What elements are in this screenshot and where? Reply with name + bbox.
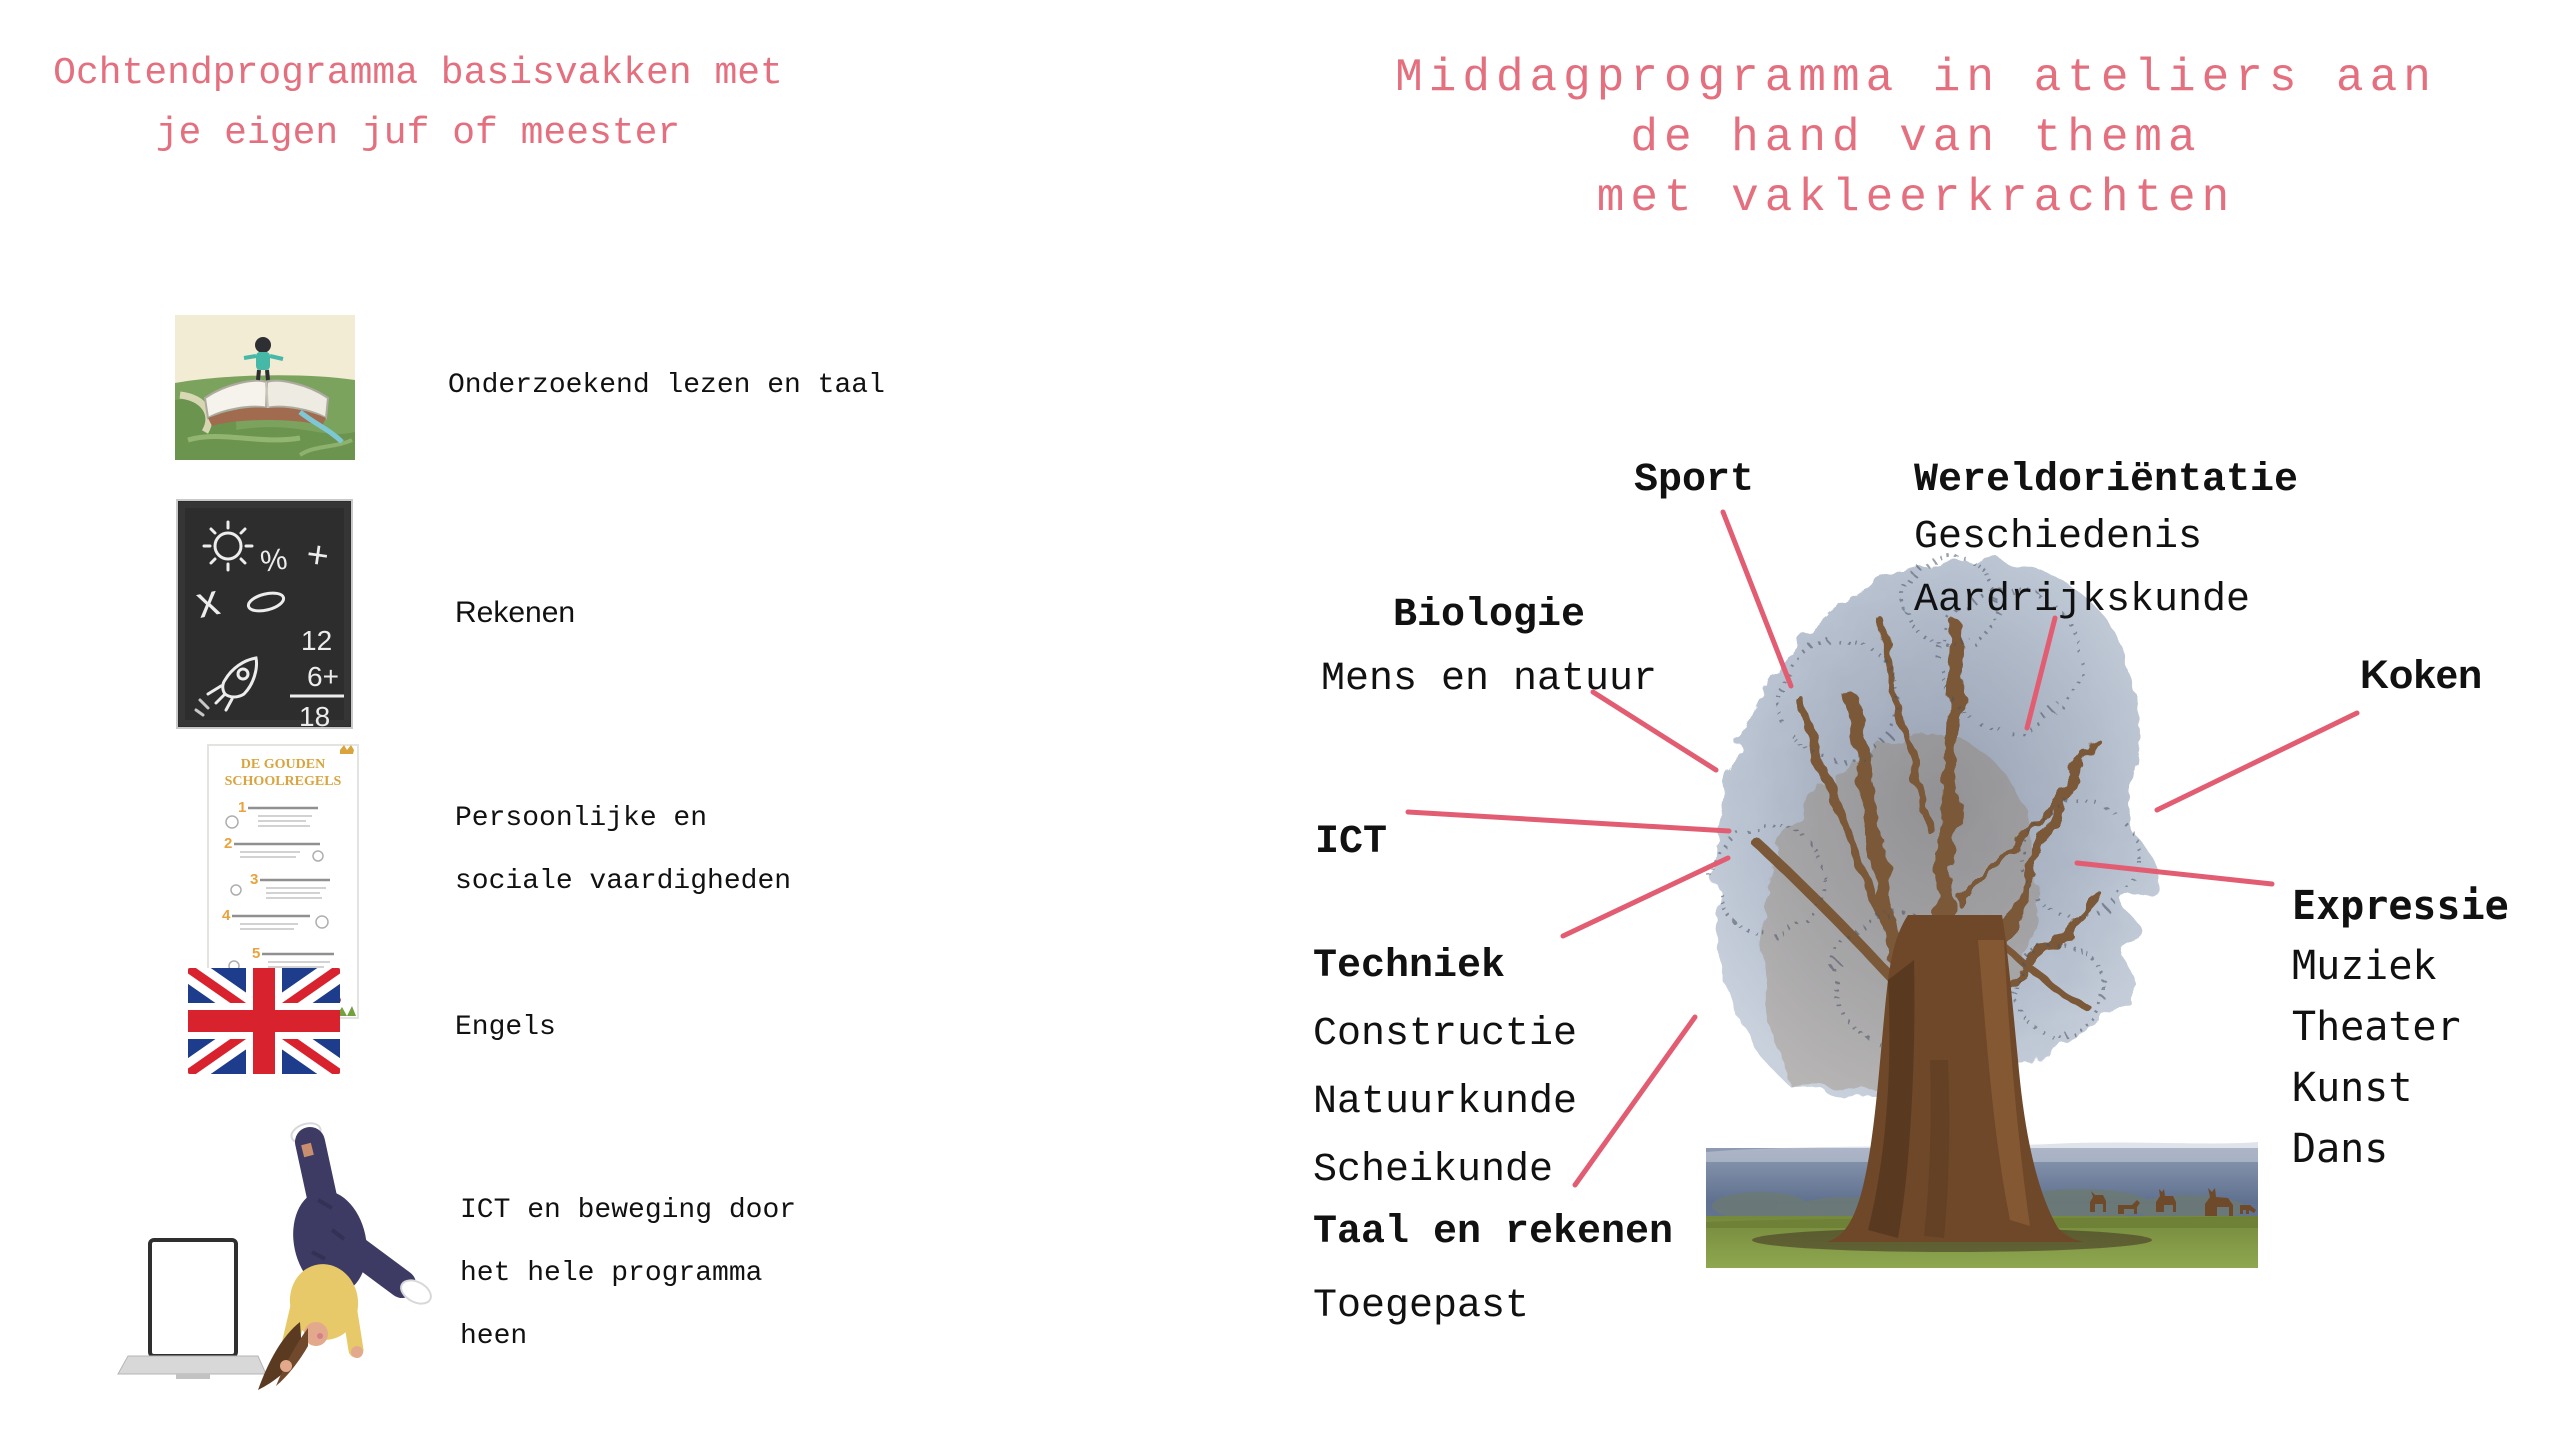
- label-biologie: Biologie: [1393, 593, 1586, 638]
- line-ict: [1408, 812, 1729, 831]
- chalk-plus: +: [303, 533, 332, 579]
- left-title-line1: Ochtendprogramma basisvakken met: [53, 52, 783, 95]
- item-label-persoonlijke-line1: Persoonlijke en: [455, 803, 708, 834]
- chalk-number-12: 12: [301, 625, 333, 656]
- poster-rule-number: 5: [252, 945, 261, 962]
- poster-rule-number: 4: [222, 907, 231, 924]
- line-biologie: [1593, 692, 1716, 770]
- line-sport: [1723, 512, 1791, 686]
- line-taal-en-rekenen: [1575, 1017, 1695, 1185]
- right-title-line2: de hand van thema: [1630, 112, 2202, 164]
- laptop-icon: [118, 1240, 266, 1379]
- chalk-number-18: 18: [299, 701, 331, 732]
- item-label-persoonlijke-line2: sociale vaardigheden: [455, 866, 792, 897]
- line-techniek: [1563, 858, 1728, 936]
- label-dans: Dans: [2292, 1126, 2389, 1172]
- line-koken: [2157, 713, 2357, 810]
- label-expressie: Expressie: [2292, 883, 2509, 929]
- item-label-onderzoekend-lezen: Onderzoekend lezen en taal: [448, 370, 885, 401]
- poster-rule-number: 1: [238, 799, 247, 816]
- label-geschiedenis: Geschiedenis: [1914, 515, 2203, 560]
- label-aardrijkskunde: Aardrijkskunde: [1914, 578, 2251, 623]
- item-label-ict-beweging-line3: heen: [460, 1321, 528, 1352]
- poster-heading-2: SCHOOLREGELS: [224, 774, 342, 789]
- poster-rule-number: 2: [224, 835, 233, 852]
- item-label-ict-beweging-line2: het hele programma: [460, 1258, 763, 1289]
- label-koken: Koken: [2360, 653, 2483, 697]
- chalk-number-6plus: 6+: [307, 661, 339, 692]
- chalk-times: x: [191, 575, 224, 628]
- uk-flag-image: [188, 968, 340, 1074]
- item-label-rekenen: Rekenen: [455, 596, 576, 629]
- cartwheel-kid-image: [258, 1120, 435, 1390]
- label-taal-en-rekenen: Taal en rekenen: [1313, 1210, 1674, 1255]
- label-natuurkunde: Natuurkunde: [1313, 1080, 1578, 1125]
- chalk-percent: %: [258, 542, 290, 579]
- chalkboard-image: [177, 500, 352, 732]
- label-toegepast: Toegepast: [1313, 1284, 1530, 1329]
- poster-rule-number: 3: [250, 871, 259, 888]
- right-title-line1: Middagprogramma in ateliers aan: [1395, 52, 2437, 104]
- label-sport: Sport: [1634, 458, 1755, 503]
- poster-heading-1: DE GOUDEN: [240, 757, 326, 772]
- right-title-line3: met vakleerkrachten: [1596, 172, 2236, 224]
- label-scheikunde: Scheikunde: [1313, 1148, 1554, 1193]
- label-mens-en-natuur: Mens en natuur: [1321, 657, 1658, 702]
- left-title-line2: je eigen juf of meester: [155, 112, 681, 155]
- reading-book-image: [175, 315, 355, 460]
- label-kunst: Kunst: [2292, 1065, 2413, 1111]
- label-techniek: Techniek: [1313, 944, 1506, 989]
- item-label-ict-beweging-line1: ICT en beweging door: [460, 1195, 797, 1226]
- label-ict: ICT: [1315, 820, 1388, 865]
- tree-head-image: [1706, 555, 2258, 1268]
- label-muziek: Muziek: [2292, 943, 2437, 989]
- label-constructie: Constructie: [1313, 1012, 1578, 1057]
- label-theater: Theater: [2292, 1004, 2461, 1050]
- label-wereldorientatie: Wereldoriëntatie: [1914, 458, 2299, 503]
- item-label-engels: Engels: [455, 1012, 556, 1043]
